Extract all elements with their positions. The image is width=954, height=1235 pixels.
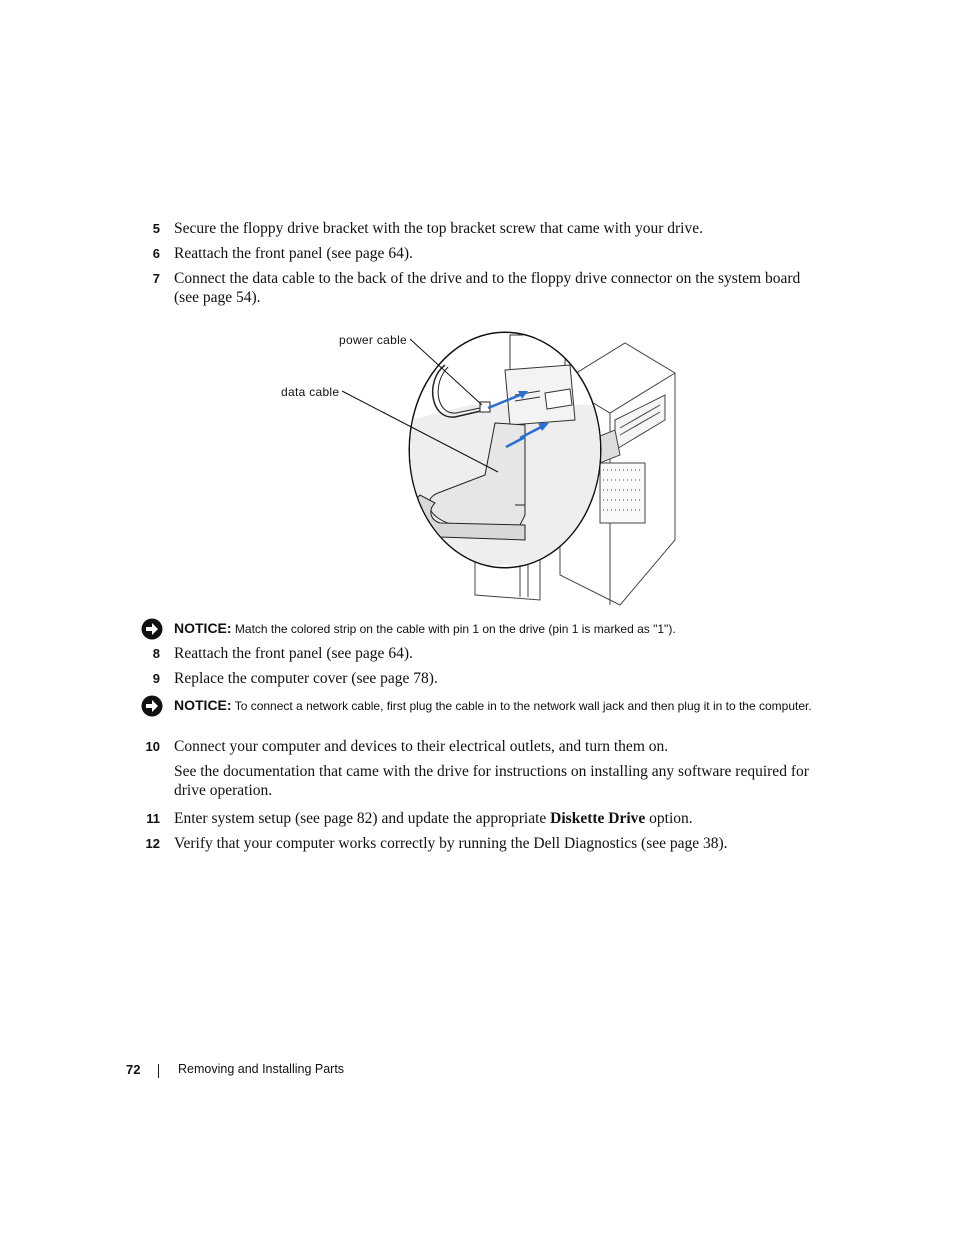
footer-separator xyxy=(158,1064,159,1078)
step-text: Connect the data cable to the back of the drive and to the floppy drive connector on the system board (see page 54). xyxy=(174,270,801,306)
notice-text: To connect a network cable, first plug the cable in to the network wall jack and then plug it in to the computer. xyxy=(234,699,812,713)
notice-text-block xyxy=(174,697,814,715)
page-number: 72 xyxy=(126,1062,141,1077)
step-number: 10 xyxy=(145,739,160,754)
step-number: 8 xyxy=(152,646,160,661)
notice-label: NOTICE: xyxy=(174,697,232,713)
step-10-note: See the documentation that came with the drive for instructions on installing any software required for drive operation. xyxy=(174,763,809,799)
step-text: Secure the floppy drive bracket with the top bracket screw that came with your drive. xyxy=(174,220,703,237)
notice-arrow-icon xyxy=(141,695,163,717)
step-number: 11 xyxy=(146,811,160,826)
computer-drive-illustration xyxy=(270,325,690,615)
step-text: Reattach the front panel (see page 64). xyxy=(174,245,413,262)
diskette-drive-option: Diskette Drive xyxy=(550,810,646,827)
step-text: Connect your computer and devices to their electrical outlets, and turn them on. xyxy=(174,738,669,755)
floppy-cable-figure xyxy=(270,325,690,615)
step-number: 9 xyxy=(152,671,160,686)
callout-data-cable: data cable xyxy=(281,385,340,399)
step-text: Verify that your computer works correctly by running the Dell Diagnostics (see page 38). xyxy=(174,835,728,852)
callout-power-cable: power cable xyxy=(339,333,408,347)
notice-text: Match the colored strip on the cable with pin 1 on the drive (pin 1 is marked as "1"). xyxy=(234,622,676,636)
step-text-after: option. xyxy=(645,810,693,827)
step-text xyxy=(174,809,819,828)
notice-arrow-icon xyxy=(141,618,163,640)
notice-label: NOTICE: xyxy=(174,620,232,636)
step-text: Reattach the front panel (see page 64). xyxy=(174,645,413,662)
step-number: 5 xyxy=(152,221,160,236)
step-number: 12 xyxy=(145,836,160,851)
step-number: 6 xyxy=(152,246,160,261)
step-text-before: Enter system setup (see page 82) and update the appropriate xyxy=(174,810,551,827)
notice-text-block xyxy=(174,620,814,638)
step-number: 7 xyxy=(152,271,160,286)
footer-section-title: Removing and Installing Parts xyxy=(178,1062,345,1076)
step-text: Replace the computer cover (see page 78). xyxy=(174,670,438,687)
